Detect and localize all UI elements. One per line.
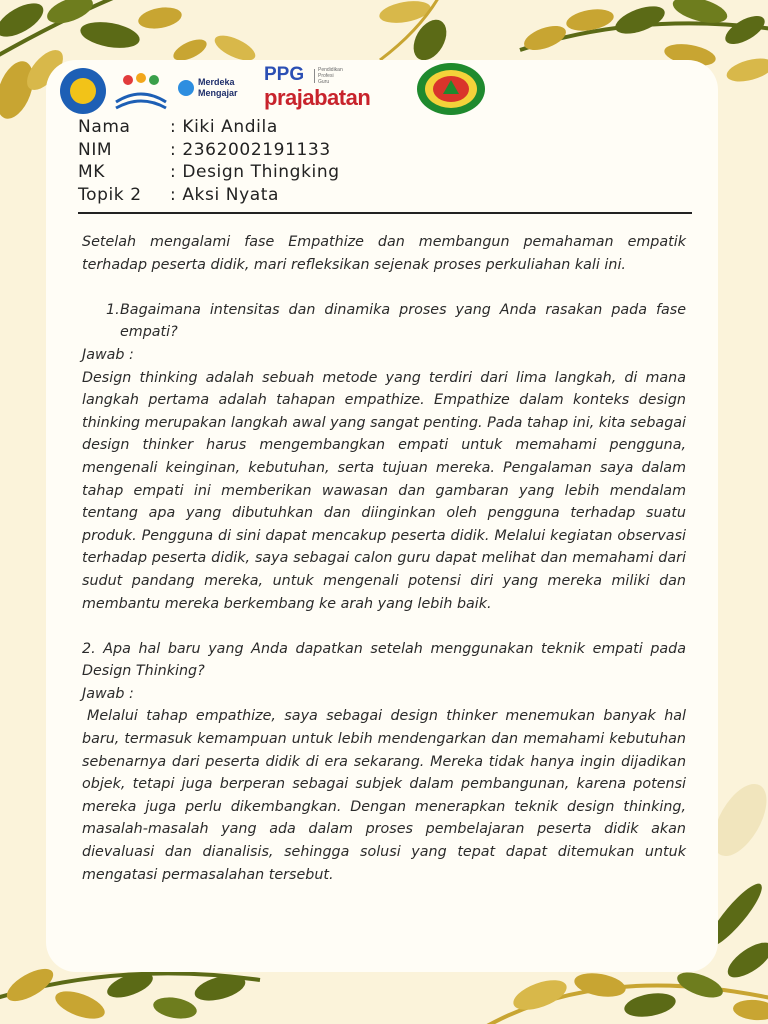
merdeka-mengajar-text: Merdeka Mengajar <box>198 77 238 98</box>
ppg-prajabatan-logo <box>264 64 404 114</box>
info-row-topik <box>78 184 340 207</box>
merdeka-mengajar-icon <box>178 80 194 96</box>
intro-paragraph: Setelah mengalami fase Empathize dan membangun pemahaman empatik terhadap peserta didik, mari refleksikan sejenak proses perkuliahan kali ini. <box>82 234 686 273</box>
answer-1: Design thinking adalah sebuah metode yang terdiri dari lima langkah, di mana langkah pertama adalah tahapan empathize. Empathize dalam konteks design thinking merupakan langkah awal yang sangat penting. Pada tahap ini, kita sebagai design thinker harus mengembangkan empati untuk memahami pengguna, mengenali keinginan, kebutuhan, serta tujuan mereka. Pengalaman saya dalam tahap empati ini memberikan wawasan dan gambaran yang lebih mendalam tentang apa yang dibutuhkan dan diinginkan oleh pengguna terhadap suatu produk. Pengguna di sini dapat mencakup peserta didik. Melalui kegiatan observasi terhadap peserta didik, saya sebagai calon guru dapat melihat dan memahami dari sudut pandang mereka, untuk mengenali potensi diri yang mereka miliki dan membantu mereka berkembang ke arah yang lebih baik. <box>82 369 686 612</box>
student-info <box>78 116 340 206</box>
info-label: Nama <box>78 117 131 137</box>
header-divider <box>78 212 692 214</box>
info-label: MK <box>78 162 106 182</box>
info-label: Topik 2 <box>78 184 142 205</box>
reflection-body <box>82 231 686 886</box>
info-row-nama <box>78 116 340 139</box>
open-book-logo-icon <box>112 72 170 112</box>
answer-label: Jawab : <box>82 685 134 702</box>
info-value: : Design Thingking <box>170 162 340 182</box>
logo-strip <box>60 62 500 120</box>
ppg-subtitle: Pendidikan Profesi Guru <box>318 67 343 85</box>
question-text: Bagaimana intensitas dan dinamika proses yang Anda rasakan pada fase empati? <box>120 301 686 341</box>
kemdikbud-logo-icon <box>60 68 106 114</box>
question-1 <box>106 299 686 344</box>
ppg-title: PPG <box>264 64 305 85</box>
info-row-mk <box>78 161 340 184</box>
question-number: 1. <box>106 301 120 318</box>
question-2: 2. Apa hal baru yang Anda dapatkan setelah menggunakan teknik empati pada Design Thinking? <box>82 640 686 680</box>
answer-label: Jawab : <box>82 346 134 363</box>
info-value: : Aksi Nyata <box>170 184 280 205</box>
info-value: : 2362002191133 <box>170 139 331 160</box>
university-seal-icon <box>415 62 487 116</box>
answer-2: Melalui tahap empathize, saya sebagai design thinker menemukan banyak hal baru, termasuk kemampuan untuk lebih mendengarkan dan memahami kebutuhan sebenarnya dari peserta didik di era sekarang. Mereka tidak hanya ingin dijadikan objek, tetapi juga berperan sebagai subjek dalam pembangunan, karena potensi mereka juga perlu dikembangkan. Dengan menerapkan teknik design thinking, masalah-masalah yang ada dalam proses pembelajaran peserta didik akan dievaluasi dan dianalisis, sehingga solusi yang tepat dapat ditemukan untuk mengatasi permasalahan tersebut. <box>82 708 686 883</box>
merdeka-mengajar-logo <box>178 74 260 112</box>
ppg-divider <box>314 69 315 83</box>
info-label: NIM <box>78 139 113 160</box>
ppg-prajabatan-text: prajabatan <box>264 85 371 110</box>
info-value: : Kiki Andila <box>170 117 278 137</box>
info-row-nim <box>78 139 340 162</box>
